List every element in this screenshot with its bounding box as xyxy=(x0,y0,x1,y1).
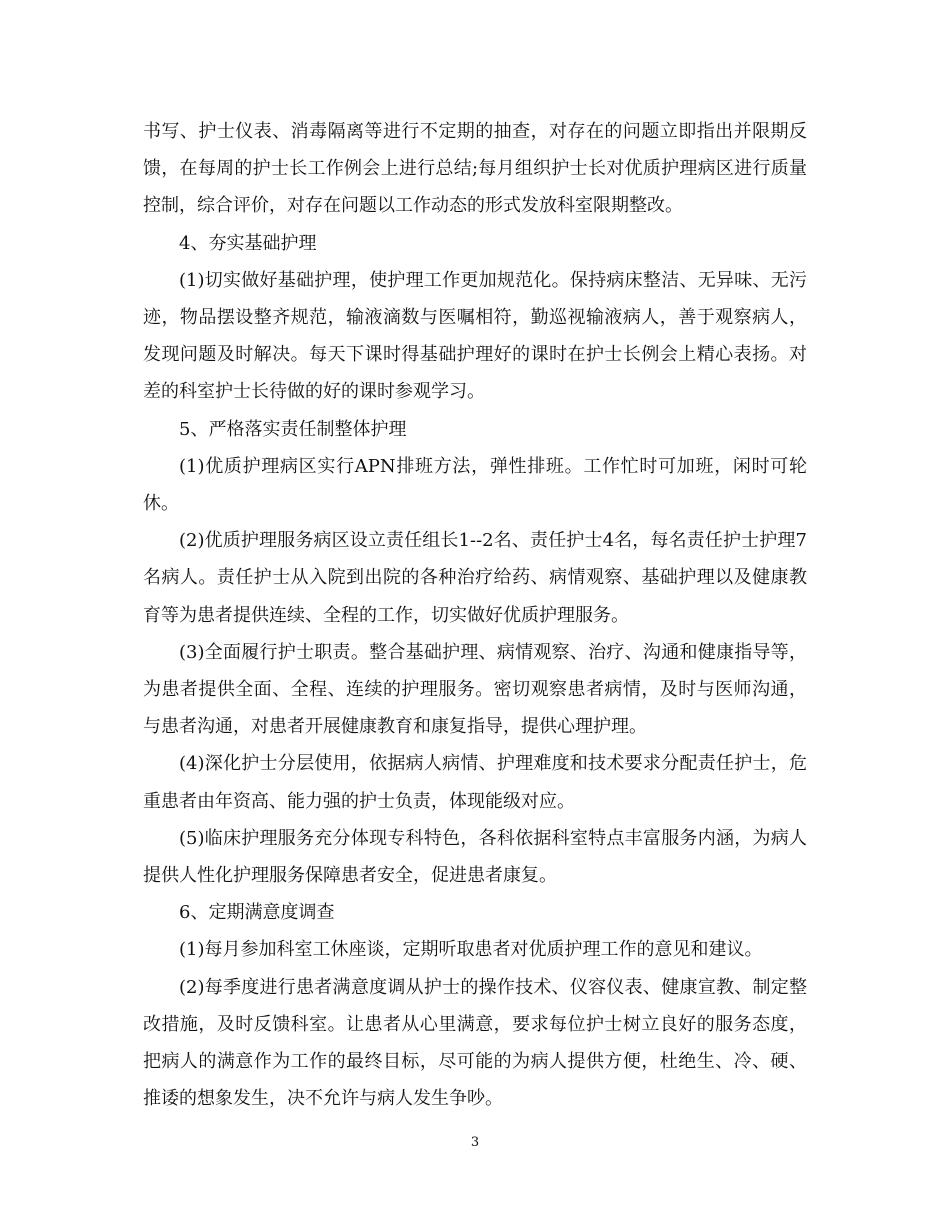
paragraph-item: (1)每月参加科室工休座谈，定期听取患者对优质护理工作的意见和建议。 xyxy=(179,939,763,961)
paragraph-item: (1)优质护理病区实行APN排班方法，弹性排班。工作忙时可加班，闲时可轮休。 xyxy=(143,455,807,515)
section-heading-5: 5、严格落实责任制整体护理 xyxy=(179,418,407,440)
paragraph-item: (2)每季度进行患者满意度调从护士的操作技术、仪容仪表、健康宣教、制定整改措施，及时反馈科室。让患者从心里满意，要求每位护士树立良好的服务态度，把病人的满意作为工作的最终目标，尽可能的为病人提供方便，杜绝生、冷、硬、推诿的想象发生，决不允许与病人发生争吵。 xyxy=(143,976,807,1110)
paragraph-item: (1)切实做好基础护理，使护理工作更加规范化。保持病床整洁、无异味、无污迹，物品摆设整齐规范，输液滴数与医嘱相符，勤巡视输液病人，善于观察病人，发现问题及时解决。每天下课时得基础护理好的课时在护士长例会上精心表扬。对差的科室护士长待做的好的课时参观学习。 xyxy=(143,269,807,403)
page-number: 3 xyxy=(470,1135,480,1150)
paragraph-continuation: 书写、护士仪表、消毒隔离等进行不定期的抽查，对存在的问题立即指出并限期反馈，在每周的护士长工作例会上进行总结;每月组织护士长对优质护理病区进行质量控制，综合评价，对存在问题以工作动态的形式发放科室限期整改。 xyxy=(143,121,807,217)
paragraph-item: (4)深化护士分层使用，依据病人病情、护理难度和技术要求分配责任护士，危重患者由年资高、能力强的护士负责，体现能级对应。 xyxy=(143,753,807,812)
paragraph-item: (5)临床护理服务充分体现专科特色，各科依据科室特点丰富服务内涵，为病人提供人性化护理服务保障患者安全，促进患者康复。 xyxy=(143,827,807,887)
section-heading-6: 6、定期满意度调查 xyxy=(179,902,335,924)
paragraph-item: (3)全面履行护士职责。整合基础护理、病情观察、治疗、沟通和健康指导等，为患者提供全面、全程、连续的护理服务。密切观察患者病情，及时与医师沟通，与患者沟通，对患者开展健康教育和康复指导，提供心理护理。 xyxy=(143,641,807,738)
section-heading-4: 4、夯实基础护理 xyxy=(179,232,317,254)
paragraph-item: (2)优质护理服务病区设立责任组长1--2名、责任护士4名，每名责任护士护理7名病人。责任护士从入院到出院的各种治疗给药、病情观察、基础护理以及健康教育等为患者提供连续、全程的工作，切实做好优质护理服务。 xyxy=(143,530,807,626)
document-body xyxy=(143,113,807,1117)
